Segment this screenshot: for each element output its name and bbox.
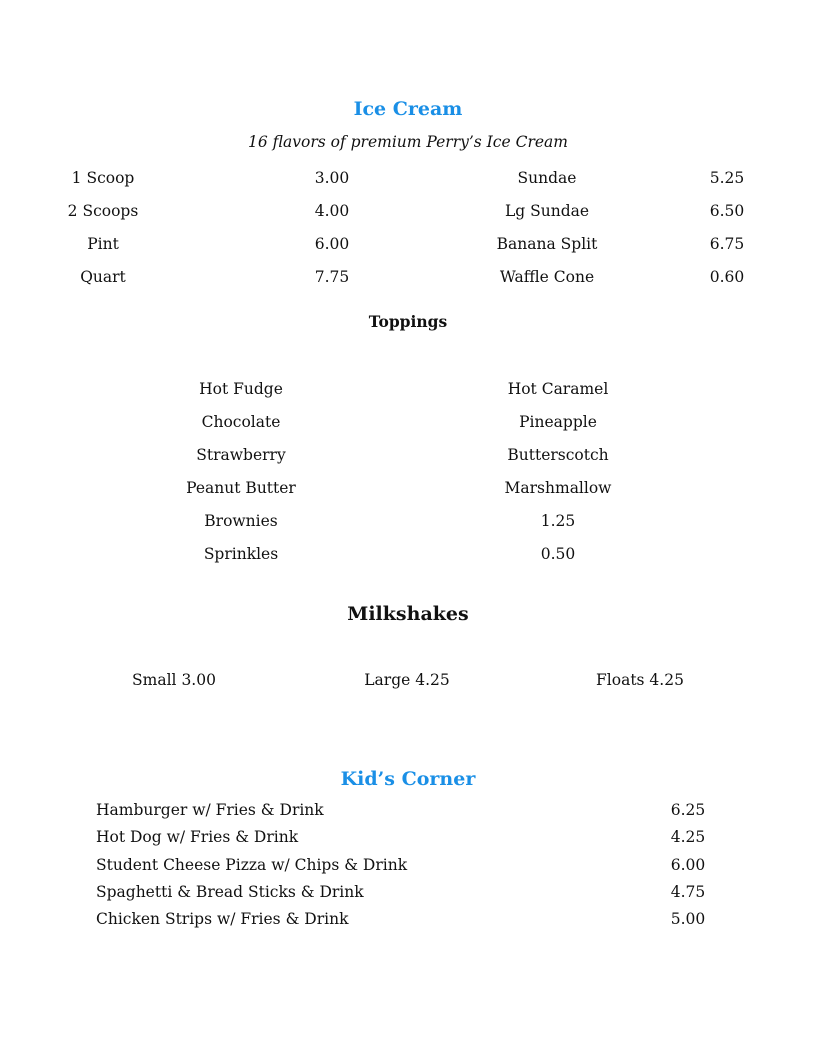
kids-item-name: Hamburger w/ Fries & Drink xyxy=(96,801,324,819)
topping-item: Hot Fudge xyxy=(199,380,283,398)
item-price: 6.50 xyxy=(709,202,745,220)
kids-item-name: Chicken Strips w/ Fries & Drink xyxy=(96,910,349,928)
item-price: 6.00 xyxy=(314,235,350,253)
kids-item-name: Spaghetti & Bread Sticks & Drink xyxy=(96,883,364,901)
topping-item: Brownies xyxy=(204,512,278,530)
milkshakes-title: Milkshakes xyxy=(347,603,469,625)
topping-item: Hot Caramel xyxy=(507,380,609,398)
milkshake-item: Floats 4.25 xyxy=(596,671,684,689)
item-price: 5.25 xyxy=(709,169,745,187)
item-name: 2 Scoops xyxy=(67,202,139,220)
topping-item: Sprinkles xyxy=(203,545,279,563)
toppings-title: Toppings xyxy=(368,312,448,331)
kids-item-price: 5.00 xyxy=(670,910,706,928)
item-name: Lg Sundae xyxy=(504,202,590,220)
item-name: Quart xyxy=(80,268,126,286)
item-name: Sundae xyxy=(517,169,577,187)
topping-item: Marshmallow xyxy=(504,479,612,497)
item-price: 4.00 xyxy=(314,202,350,220)
topping-item: Chocolate xyxy=(201,413,281,431)
topping-item: Peanut Butter xyxy=(186,479,296,497)
kids-item-price: 4.75 xyxy=(670,883,706,901)
item-name: Banana Split xyxy=(496,235,598,253)
topping-item: Pineapple xyxy=(519,413,597,431)
kids-item-price: 4.25 xyxy=(670,828,706,846)
topping-price: 0.50 xyxy=(540,545,576,563)
item-price: 6.75 xyxy=(709,235,745,253)
item-price: 0.60 xyxy=(709,268,745,286)
ice-cream-subtitle: 16 flavors of premium Perry’s Ice Cream xyxy=(248,133,568,151)
ice-cream-title: Ice Cream xyxy=(353,98,463,120)
kids-item-price: 6.00 xyxy=(670,856,706,874)
topping-price: 1.25 xyxy=(540,512,576,530)
kids-item-price: 6.25 xyxy=(670,801,706,819)
item-name: 1 Scoop xyxy=(71,169,135,187)
milkshake-item: Small 3.00 xyxy=(132,671,216,689)
topping-item: Butterscotch xyxy=(507,446,609,464)
milkshake-item: Large 4.25 xyxy=(364,671,450,689)
kids-corner-title: Kid’s Corner xyxy=(340,768,476,790)
item-price: 7.75 xyxy=(314,268,350,286)
topping-item: Strawberry xyxy=(196,446,286,464)
item-name: Pint xyxy=(87,235,119,253)
kids-item-name: Student Cheese Pizza w/ Chips & Drink xyxy=(96,856,408,874)
item-name: Waffle Cone xyxy=(499,268,595,286)
item-price: 3.00 xyxy=(314,169,350,187)
kids-item-name: Hot Dog w/ Fries & Drink xyxy=(96,828,299,846)
